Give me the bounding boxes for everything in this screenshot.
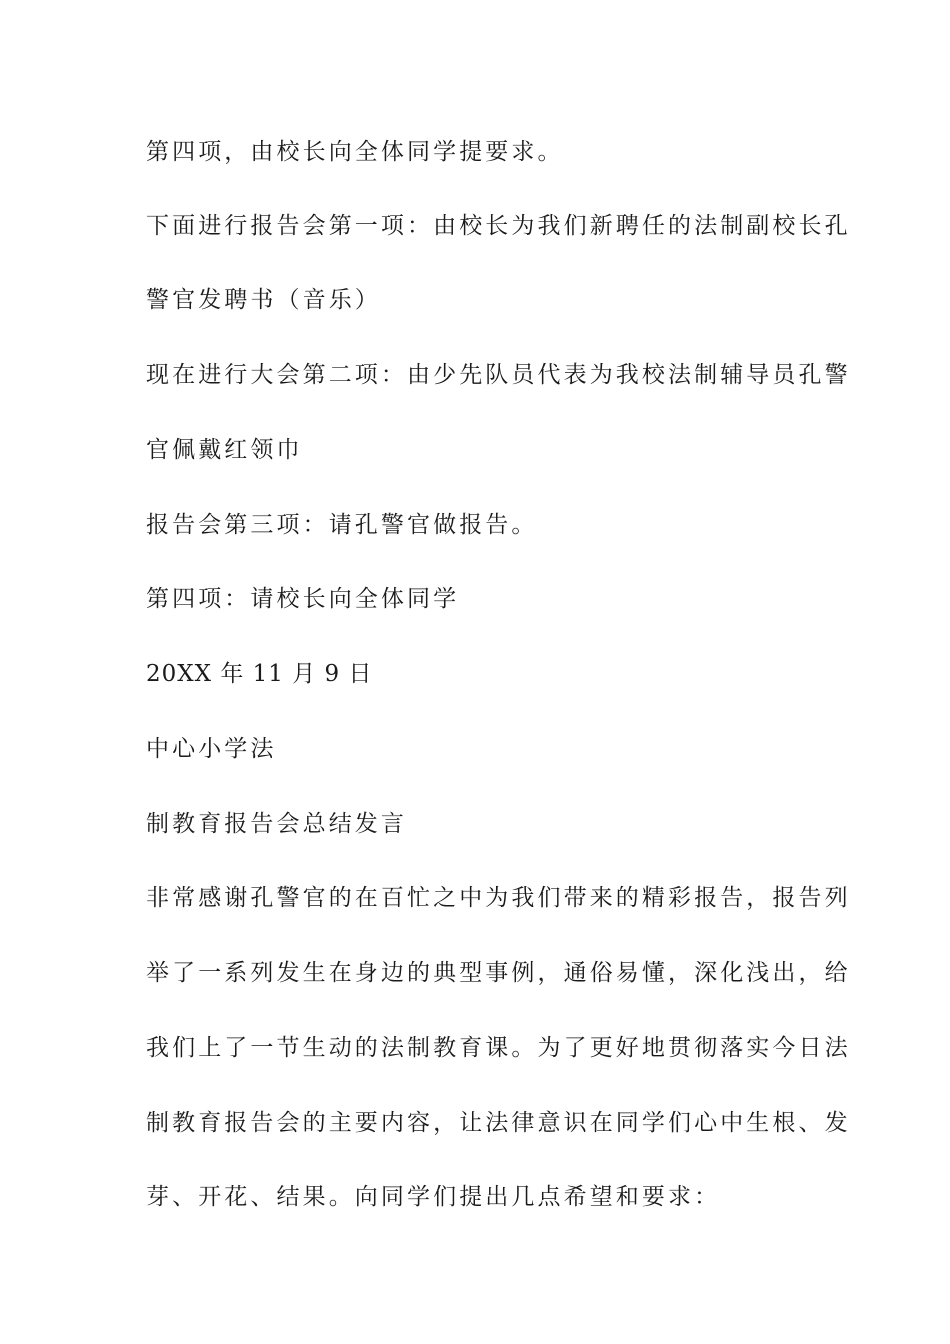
text-line-item-two-end: 官佩戴红领巾 bbox=[146, 437, 303, 463]
text-line-para-1: 非常感谢孔警官的在百忙之中为我们带来的精彩报告，报告列 bbox=[146, 885, 851, 911]
text-line-item-one-start: 下面进行报告会第一项：由校长为我们新聘任的法制副校长孔 bbox=[146, 213, 851, 239]
text-line-para-5: 芽、开花、结果。向同学们提出几点希望和要求： bbox=[146, 1184, 721, 1210]
text-line-school-name: 中心小学法 bbox=[146, 736, 277, 762]
text-line-item-four-request: 第四项：请校长向全体同学 bbox=[146, 586, 460, 612]
text-line-item-one-end: 警官发聘书（音乐） bbox=[146, 287, 381, 313]
text-line-para-2: 举了一系列发生在身边的典型事例，通俗易懂，深化浅出，给 bbox=[146, 960, 851, 986]
text-line-item-four-principal: 第四项，由校长向全体同学提要求。 bbox=[146, 139, 564, 165]
text-line-para-3: 我们上了一节生动的法制教育课。为了更好地贯彻落实今日法 bbox=[146, 1035, 851, 1061]
text-line-item-two-start: 现在进行大会第二项：由少先队员代表为我校法制辅导员孔警 bbox=[146, 362, 851, 388]
text-line-date: 20XX 年 11 月 9 日 bbox=[146, 661, 373, 687]
text-line-item-three: 报告会第三项：请孔警官做报告。 bbox=[146, 512, 538, 538]
text-line-para-4: 制教育报告会的主要内容，让法律意识在同学们心中生根、发 bbox=[146, 1110, 851, 1136]
text-line-speech-title: 制教育报告会总结发言 bbox=[146, 811, 407, 837]
